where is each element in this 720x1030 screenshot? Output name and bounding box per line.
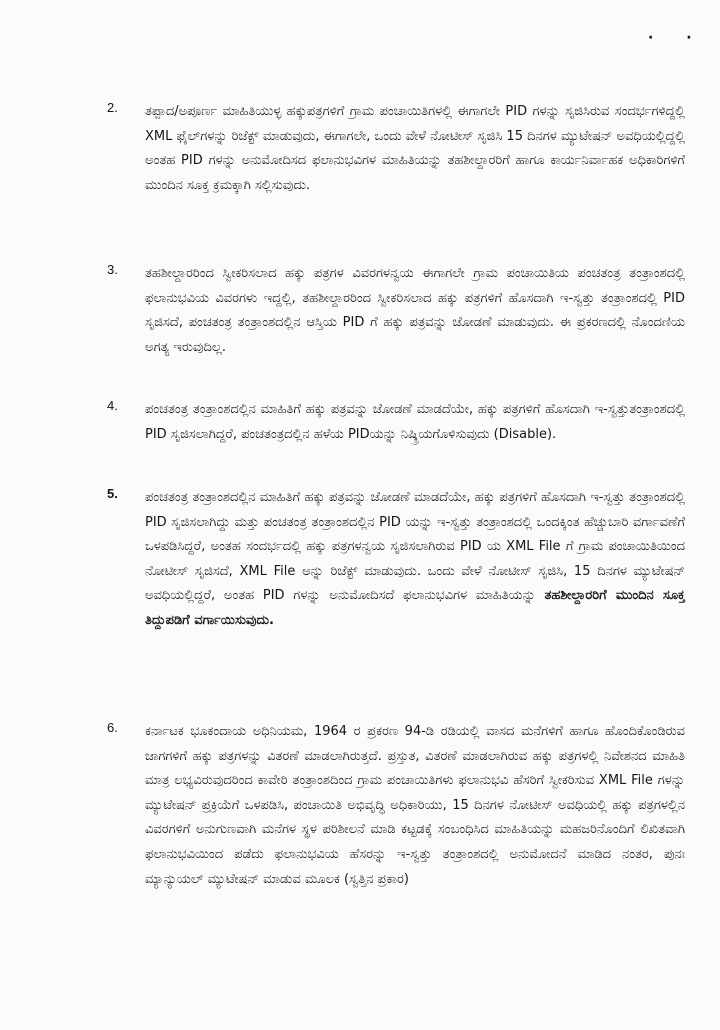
- item-text: [145, 486, 685, 634]
- item-number: 6.: [107, 720, 118, 735]
- item-number: 4.: [107, 398, 118, 413]
- item-text: ತಹಶೀಲ್ದಾರರಿಂದ ಸ್ವೀಕರಿಸಲಾದ ಹಕ್ಕು ಪತ್ರಗಳ ವಿವರಗಳನ್ವಯ ಈಗಾಗಲೇ ಗ್ರಾಮ ಪಂಚಾಯಿತಿಯ ಪಂಚತಂತ್ರ ತಂತ್ರಾಂಶದಲ್ಲಿ ಫಲಾನುಭವಿಯ ವಿವರಗಳು ಇದ್ದಲ್ಲಿ, ತಹಶೀಲ್ದಾರರಿಂದ ಸ್ವೀಕರಿಸಲಾದ ಹಕ್ಕು ಪತ್ರಗಳಿಗೆ ಹೊಸದಾಗಿ ಇ-ಸ್ವತ್ತು ತಂತ್ರಾಂಶದಲ್ಲಿ PID ಸೃಜಿಸದೆ, ಪಂಚತಂತ್ರ ತಂತ್ರಾಂಶದಲ್ಲಿನ ಆಸ್ತಿಯ PID ಗೆ ಹಕ್ಕು ಪತ್ರವನ್ನು ಜೋಡಣೆ ಮಾಡುವುದು. ಈ ಪ್ರಕರಣದಲ್ಲಿ ನೊಂದಣಿಯ ಅಗತ್ಯ ಇರುವುದಿಲ್ಲ.: [145, 266, 685, 355]
- list-item-6: [107, 720, 685, 892]
- item-text: ಪಂಚತಂತ್ರ ತಂತ್ರಾಂಶದಲ್ಲಿನ ಮಾಹಿತಿಗೆ ಹಕ್ಕು ಪತ್ರವನ್ನು ಜೋಡಣೆ ಮಾಡದೆಯೇ, ಹಕ್ಕು ಪತ್ರಗಳಿಗೆ ಹೊಸದಾಗಿ ಇ-ಸ್ವತ್ತುತಂತ್ರಾಂಶದಲ್ಲಿ PID ಸೃಜಿಸಲಾಗಿದ್ದರೆ, ಪಂಚತಂತ್ರದಲ್ಲಿನ ಹಳೆಯ PIDಯನ್ನು ನಿಷ್ಕ್ರಿಯಗೊಳಿಸುವುದು (Disable).: [145, 402, 685, 442]
- list-item-2: [107, 100, 685, 198]
- item-text-regular: ಪಂಚತಂತ್ರ ತಂತ್ರಾಂಶದಲ್ಲಿನ ಮಾಹಿತಿಗೆ ಹಕ್ಕು ಪತ್ರವನ್ನು ಜೋಡಣೆ ಮಾಡದೆಯೇ, ಹಕ್ಕು ಪತ್ರಗಳಿಗೆ ಹೊಸದಾಗಿ ಇ-ಸ್ವತ್ತು ತಂತ್ರಾಂಶದಲ್ಲಿ PID ಸೃಜಿಸಲಾಗಿದ್ದು ಮತ್ತು ಪಂಚತಂತ್ರ ತಂತ್ರಾಂಶದಲ್ಲಿನ PID ಯನ್ನು ಇ-ಸ್ವತ್ತು ತಂತ್ರಾಂಶದಲ್ಲಿ ಒಂದಕ್ಕಿಂತ ಹೆಚ್ಚುಬಾರಿ ವರ್ಗಾವಣೆಗೆ ಒಳಪಡಿಸಿದ್ದರೆ, ಅಂತಹ ಸಂದರ್ಭದಲ್ಲಿ ಹಕ್ಕು ಪತ್ರಗಳನ್ವಯ ಸೃಜಿಸಲಾಗಿರುವ PID ಯ XML File ಗೆ ಗ್ರಾಮ ಪಂಚಾಯಿತಿಯಿಂದ ನೋಟೀಸ್ ಸೃಜಿಸದೆ, XML File ಅನ್ನು ರಿಜೆಕ್ಟ್ ಮಾಡುವುದು. ಒಂದು ವೇಳೆ ನೋಟೀಸ್ ಸೃಜಿಸಿ, 15 ದಿನಗಳ ಮ್ಯುಟೇಷನ್ ಅವಧಿಯಲ್ಲಿದ್ದರೆ, ಅಂತಹ PID ಗಳನ್ನು ಅನುಮೋದಿಸದೆ ಫಲಾನುಭವಿಗಳ ಮಾಹಿತಿಯನ್ನು: [145, 490, 685, 604]
- list-item-5: [107, 486, 685, 634]
- item-text-bold: ತಹಶೀಲ್ದಾರರಿಗೆ ಮುಂದಿನ ಸೂಕ್ತ ತಿದ್ದುಪಡಿಗೆ ವರ್ಗಾಯಿಸುವುದು.: [145, 588, 686, 628]
- list-item-3: [107, 262, 685, 360]
- item-number: 5.: [107, 486, 118, 501]
- item-text: ಕರ್ನಾಟಕ ಭೂಕಂದಾಯ ಅಧಿನಿಯಮ, 1964 ರ ಪ್ರಕರಣ 94-ಡಿ ರಡಿಯಲ್ಲಿ ವಾಸದ ಮನೆಗಳಿಗೆ ಹಾಗೂ ಹೊಂದಿಕೊಂಡಿರುವ ಜಾಗಗಳಿಗೆ ಹಕ್ಕು ಪತ್ರಗಳನ್ನು ವಿತರಣೆ ಮಾಡಲಾಗಿರುತ್ತದೆ. ಪ್ರಸ್ತುತ, ವಿತರಣೆ ಮಾಡಲಾಗಿರುವ ಹಕ್ಕು ಪತ್ರಗಳಲ್ಲಿ ನಿವೇಶನದ ಮಾಹಿತಿ ಮಾತ್ರ ಲಭ್ಯವಿರುವುದರಿಂದ ಕಾವೇರಿ ತಂತ್ರಾಂಶದಿಂದ ಗ್ರಾಮ ಪಂಚಾಯಿತಿಗಳು ಫಲಾನುಭವಿ ಹೆಸರಿಗೆ ಸ್ವೀಕರಿಸುವ XML File ಗಳನ್ನು ಮ್ಯುಟೇಷನ್ ಪ್ರಕ್ರಿಯೆಗೆ ಒಳಪಡಿಸಿ, ಪಂಚಾಯಿತಿ ಅಭಿವೃದ್ಧಿ ಅಧಿಕಾರಿಯು, 15 ದಿನಗಳ ನೋಟೀಸ್ ಅವಧಿಯಲ್ಲಿ ಹಕ್ಕು ಪತ್ರಗಳಲ್ಲಿನ ವಿವರಗಳಿಗೆ ಅನುಗುಣವಾಗಿ ಮನೆಗಳ ಸ್ಥಳ ಪರಿಶೀಲನೆ ಮಾಡಿ ಕಟ್ಟಡಕ್ಕೆ ಸಂಬಂಧಿಸಿದ ಮಾಹಿತಿಯನ್ನು ಮಹಜರಿನೊಂದಿಗೆ ಲಿಖಿತವಾಗಿ ಫಲಾನುಭವಿಯಿಂದ ಪಡೆದು ಫಲಾನುಭವಿಯ ಹೆಸರನ್ನು ಇ-ಸ್ವತ್ತು ತಂತ್ರಾಂಶದಲ್ಲಿ ಅನುಮೋದನೆ ಮಾಡಿದ ನಂತರ, ಪುನಃ ಮ್ಯಾನ್ಯುಯಲ್ ಮ್ಯುಟೇಷನ್ ಮಾಡುವ ಮೂಲಕ (ಸ್ವತ್ತಿನ ಪ್ರಕಾರ): [145, 724, 685, 887]
- list-item-4: [107, 398, 685, 447]
- item-number: 3.: [107, 262, 118, 277]
- item-text: ತಪ್ಪಾದ/ಅಪೂರ್ಣ ಮಾಹಿತಿಯುಳ್ಳ ಹಕ್ಕುಪತ್ರಗಳಿಗೆ ಗ್ರಾಮ ಪಂಚಾಯಿತಿಗಳಲ್ಲಿ ಈಗಾಗಲೇ PID ಗಳನ್ನು ಸೃಜಿಸಿರುವ ಸಂದರ್ಭಗಳಿದ್ದಲ್ಲಿ XML ಫೈಲ್‌ಗಳನ್ನು ರಿಜೆಕ್ಟ್ ಮಾಡುವುದು, ಈಗಾಗಲೇ, ಒಂದು ವೇಳೆ ನೋಟೀಸ್ ಸೃಜಿಸಿ 15 ದಿನಗಳ ಮ್ಯುಟೇಷನ್ ಅವಧಿಯಲ್ಲಿದ್ದಲ್ಲಿ ಅಂತಹ PID ಗಳನ್ನು ಅನುಮೋದಿಸದ ಫಲಾನುಭವಿಗಳ ಮಾಹಿತಿಯನ್ನು ತಹಶೀಲ್ದಾರರಿಗೆ ಹಾಗೂ ಕಾರ್ಯನಿರ್ವಾಹಕ ಅಧಿಕಾರಿಗಳಿಗೆ ಮುಂದಿನ ಸೂಕ್ತ ಕ್ರಮಕ್ಕಾಗಿ ಸಲ್ಲಿಸುವುದು.: [145, 104, 685, 193]
- item-number: 2.: [107, 100, 118, 115]
- header-dots: · ·: [648, 30, 706, 46]
